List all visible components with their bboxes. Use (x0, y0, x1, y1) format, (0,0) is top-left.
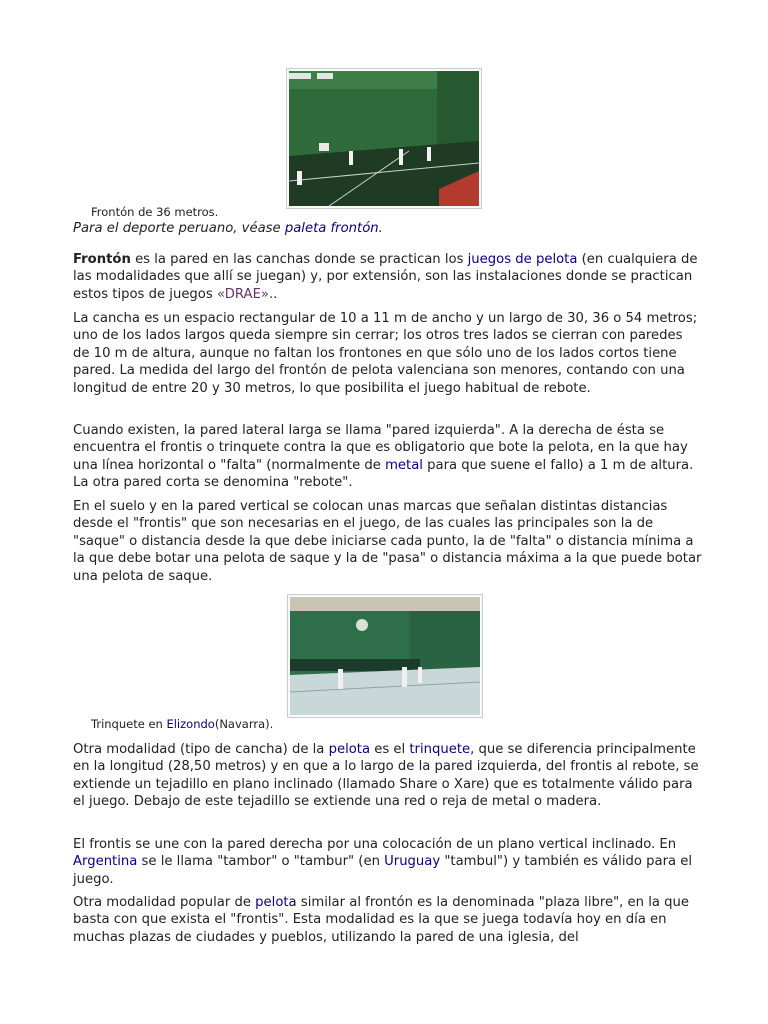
trinquete-link[interactable]: trinquete (409, 742, 471, 757)
p5-text-3: , que se diferencia principalmente en la longitud (28,50 metros) y en que a lo largo de la pared izquierda, del frontis al rebote, se extiende un tejadillo en plano inclinado (llamado Share o Xare) que es totalmente válido para el juego. Debajo de este tejadillo se extiende una red o reja de metal o madera. (73, 742, 699, 810)
p6-text: El frontis se une con la pared derecha por una colocación de un plano vertical inclinado. En (73, 837, 677, 852)
hatnote-text: Para el deporte peruano, véase (73, 221, 285, 236)
p6-text-2: se le llama "tambor" o "tambur" (en (137, 854, 385, 870)
p5-text-2: es el (370, 742, 410, 757)
figure-caption-2 (91, 717, 273, 731)
metal-link[interactable]: metal (385, 457, 423, 473)
p7-text-2: similar al frontón es la denominada "plaza libre", en la que basta con que exista el "frontis". Esta modalidad es la que se juega todavía hoy en día en muchas plazas de ciudades y pueblos, utilizando la pared de una iglesia, del (73, 895, 689, 945)
trinquete-photo[interactable] (287, 594, 483, 718)
juegos-de-pelota-link[interactable]: juegos de pelota (467, 252, 578, 267)
elizondo-link[interactable]: Elizondo (166, 717, 215, 731)
p3-text-2: para que suene el fallo) a 1 m de altura. La otra pared corta se denomina "rebote". (73, 457, 694, 491)
p1-text-3: .. (268, 286, 278, 302)
pelota-link[interactable]: pelota (328, 742, 371, 757)
paragraph-5 (73, 741, 703, 811)
paragraph-6 (73, 836, 703, 888)
paragraph-7 (73, 894, 703, 946)
p7-text: Otra modalidad popular de (73, 895, 256, 910)
paragraph-1 (73, 251, 703, 303)
figure-caption: Frontón de 36 metros. (91, 205, 219, 219)
paragraph-3 (73, 422, 703, 492)
hatnote (73, 220, 703, 237)
pelota-link-2[interactable]: pelota (255, 895, 297, 910)
hatnote-suffix: . (378, 221, 383, 236)
trinquete-image (290, 597, 480, 715)
p5-text: Otra modalidad (tipo de cancha) de la (73, 742, 329, 757)
p1-text: es la pared en las canchas donde se practican los (130, 252, 468, 267)
paleta-fronton-link[interactable]: paleta frontón (284, 221, 379, 236)
uruguay-link[interactable]: Uruguay (384, 854, 441, 870)
fronton-image (289, 71, 479, 206)
p3-text: Cuando existen, la pared lateral larga se llama "pared izquierda". A la derecha de ésta se encuentra el frontis o trinquete contra la que es obligatorio que bote la pelota, en la que hay una línea horizontal o "falta" (normalmente de (73, 423, 688, 473)
p6-text-3: "tambul") y también es válido para el juego. (73, 854, 693, 887)
p1-text-2: (en cualquiera de las modalidades que allí se juegan) y, por extensión, son las instalaciones donde se practican estos tipos de juegos (73, 252, 698, 302)
term-bold: Frontón (73, 252, 131, 267)
drae-link[interactable]: «DRAE» (216, 286, 269, 302)
caption-2-text: Trinquete en (91, 717, 167, 731)
argentina-link[interactable]: Argentina (73, 854, 138, 870)
fronton-photo[interactable] (286, 68, 482, 209)
paragraph-4: En el suelo y en la pared vertical se colocan unas marcas que señalan distintas distancias desde el "frontis" que son necesarias en el juego, de las cuales las principales son la de "saque" o distancia desde la que debe iniciarse cada punto, la de "falta" o distancia mínima a la que debe botar una pelota de saque y la de "pasa" o distancia máxima a la que puede botar una pelota de saque. (73, 499, 702, 584)
caption-2-suffix: (Navarra). (214, 717, 274, 731)
paragraph-2: La cancha es un espacio rectangular de 10 a 11 m de ancho y un largo de 30, 36 o 54 metros; uno de los lados largos queda siempre sin cerrar; los otros tres lados se cierran con paredes de 10 m de altura, aunque no faltan los frontones en que sólo uno de los lados cortos tiene pared. La medida del largo del frontón de pelota valenciana son menores, contando con una longitud de entre 20 y 30 metros, lo que posibilita el juego habitual de rebote. (73, 311, 698, 396)
